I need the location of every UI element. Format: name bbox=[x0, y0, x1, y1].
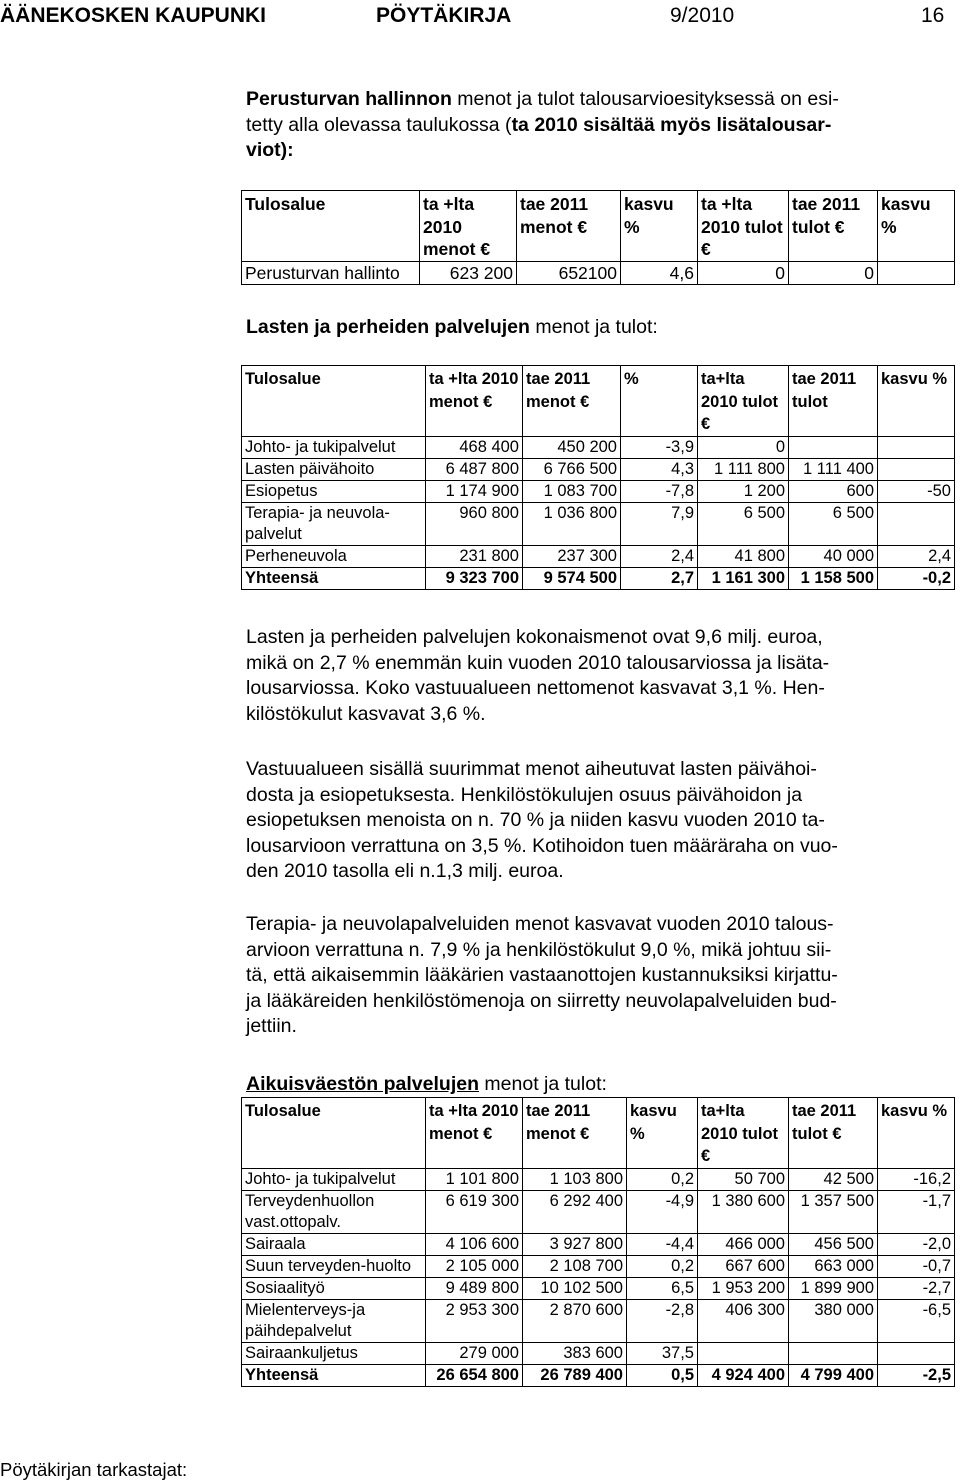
table-aikuiset bbox=[241, 1097, 955, 1387]
table-row bbox=[242, 545, 955, 567]
column-header: tae 2011 menot € bbox=[517, 191, 621, 262]
table-cell: 663 000 bbox=[789, 1255, 878, 1277]
column-header: tae 2011 menot € bbox=[523, 1098, 627, 1169]
paragraph-line: dosta ja esiopetuksesta. Henkilöstökulujen osuus päivähoidon ja bbox=[246, 783, 803, 806]
table-cell: 41 800 bbox=[698, 545, 789, 567]
table-cell: 1 380 600 bbox=[698, 1190, 789, 1233]
table-cell: 1 158 500 bbox=[789, 567, 878, 589]
table-header-row bbox=[242, 366, 955, 437]
row-label: Esiopetus bbox=[242, 480, 426, 502]
table-cell: 2 105 000 bbox=[426, 1255, 523, 1277]
column-header: ta +lta 2010 menot € bbox=[420, 191, 517, 262]
table-row bbox=[242, 1342, 955, 1364]
total-row bbox=[242, 1364, 955, 1386]
table-cell: 1 103 800 bbox=[523, 1168, 627, 1190]
paragraph-line: lousarvioon verrattuna on 3,5 %. Kotihoidon tuen määräraha on vuo- bbox=[246, 834, 838, 857]
table-cell: 2,7 bbox=[621, 567, 698, 589]
table-cell: -0,2 bbox=[878, 567, 955, 589]
table-cell: 26 789 400 bbox=[523, 1364, 627, 1386]
table-cell: 383 600 bbox=[523, 1342, 627, 1364]
column-header: ta +lta 2010 menot € bbox=[426, 366, 523, 437]
paragraph-line: Vastuualueen sisällä suurimmat menot aiheutuvat lasten päivähoi- bbox=[246, 758, 817, 780]
table-cell: 450 200 bbox=[523, 436, 621, 458]
table-cell: 0 bbox=[698, 261, 789, 285]
table-cell: 1 899 900 bbox=[789, 1277, 878, 1299]
table-cell: -0,7 bbox=[878, 1255, 955, 1277]
table-cell: 6,5 bbox=[627, 1277, 698, 1299]
paragraph-3 bbox=[246, 912, 936, 1040]
table-cell: 0,5 bbox=[627, 1364, 698, 1386]
table-cell: 1 101 800 bbox=[426, 1168, 523, 1190]
table-header-row bbox=[242, 191, 955, 262]
table-cell: -3,9 bbox=[621, 436, 698, 458]
table-cell: 4,6 bbox=[621, 261, 698, 285]
table-cell: 4 799 400 bbox=[789, 1364, 878, 1386]
table-cell: 9 574 500 bbox=[523, 567, 621, 589]
table-cell bbox=[698, 1342, 789, 1364]
table-cell: 2 108 700 bbox=[523, 1255, 627, 1277]
paragraph-line: arvioon verrattuna n. 7,9 % ja henkilöstökulut 9,0 %, mikä johtuu sii- bbox=[246, 938, 832, 961]
table-cell: 406 300 bbox=[698, 1299, 789, 1342]
table-cell: 0 bbox=[789, 261, 878, 285]
paragraph-line: Lasten ja perheiden palvelujen kokonaismenot ovat 9,6 milj. euroa, bbox=[246, 626, 823, 648]
page-number: 16 bbox=[921, 4, 945, 27]
paragraph-line: mikä on 2,7 % enemmän kuin vuoden 2010 talousarviossa ja lisäta- bbox=[246, 651, 830, 674]
section-aikuiset-bold: Aikuisväestön palvelujen bbox=[246, 1073, 480, 1095]
document-type: PÖYTÄKIRJA bbox=[376, 4, 512, 27]
table-cell bbox=[878, 502, 955, 545]
table-cell: -16,2 bbox=[878, 1168, 955, 1190]
column-header: Tulosalue bbox=[242, 366, 426, 437]
table-row bbox=[242, 458, 955, 480]
table-perusturva bbox=[241, 190, 955, 285]
section-lapset bbox=[246, 316, 658, 339]
table-cell: 40 000 bbox=[789, 545, 878, 567]
table-cell: 0 bbox=[698, 436, 789, 458]
column-header: kasvu % bbox=[627, 1098, 698, 1169]
column-header: % bbox=[621, 366, 698, 437]
table-cell: 667 600 bbox=[698, 1255, 789, 1277]
table-cell: 6 619 300 bbox=[426, 1190, 523, 1233]
paragraph-line: tä, että aikaisemmin lääkärien vastaanottojen kustannuksiksi kirjattu- bbox=[246, 964, 838, 986]
column-header: kasvu % bbox=[878, 1098, 955, 1169]
paragraph-line: lousarviossa. Koko vastuualueen nettomenot kasvavat 3,1 %. Hen- bbox=[246, 677, 825, 699]
paragraph-line: ja lääkäreiden henkilöstömenoja on siirretty neuvolapalveluiden bud- bbox=[246, 989, 837, 1012]
section-aikuiset bbox=[246, 1073, 607, 1096]
intro-line2a: tetty alla olevassa taulukossa ( bbox=[246, 113, 512, 136]
row-label: Sairaankuljetus bbox=[242, 1342, 426, 1364]
section-lapset-rest: menot ja tulot: bbox=[529, 316, 658, 338]
column-header: Tulosalue bbox=[242, 1098, 426, 1169]
paragraph-line: Terapia- ja neuvolapalveluiden menot kasvavat vuoden 2010 talous- bbox=[246, 913, 834, 935]
table-cell bbox=[878, 436, 955, 458]
table-cell: 652100 bbox=[517, 261, 621, 285]
table-cell bbox=[789, 436, 878, 458]
table-cell: 1 357 500 bbox=[789, 1190, 878, 1233]
table-cell: 6 500 bbox=[789, 502, 878, 545]
column-header: tae 2011 menot € bbox=[523, 366, 621, 437]
table-cell: 4,3 bbox=[621, 458, 698, 480]
table-cell: 1 111 800 bbox=[698, 458, 789, 480]
table-cell: 9 323 700 bbox=[426, 567, 523, 589]
table-cell: -50 bbox=[878, 480, 955, 502]
table-cell: 1 953 200 bbox=[698, 1277, 789, 1299]
table-row bbox=[242, 1255, 955, 1277]
column-header: kasvu % bbox=[621, 191, 698, 262]
table-cell: 1 200 bbox=[698, 480, 789, 502]
table-row bbox=[242, 502, 955, 545]
table-cell: -2,8 bbox=[627, 1299, 698, 1342]
table-row bbox=[242, 1190, 955, 1233]
table-cell: -2,5 bbox=[878, 1364, 955, 1386]
table-cell: 1 161 300 bbox=[698, 567, 789, 589]
table-header-row bbox=[242, 1098, 955, 1169]
table-row bbox=[242, 1277, 955, 1299]
column-header: ta +lta 2010 menot € bbox=[426, 1098, 523, 1169]
table-cell bbox=[878, 458, 955, 480]
row-label: Johto- ja tukipalvelut bbox=[242, 1168, 426, 1190]
meeting-number: 9/2010 bbox=[670, 4, 735, 27]
page-header bbox=[0, 4, 960, 26]
table-cell: 1 083 700 bbox=[523, 480, 621, 502]
intro-rest: menot ja tulot talousarvioesityksessä on esi- bbox=[451, 88, 839, 110]
row-label: Sosiaalityö bbox=[242, 1277, 426, 1299]
paragraph-2 bbox=[246, 757, 936, 885]
table-cell: -7,8 bbox=[621, 480, 698, 502]
table-cell: 960 800 bbox=[426, 502, 523, 545]
table-cell: 237 300 bbox=[523, 545, 621, 567]
row-label: Perheneuvola bbox=[242, 545, 426, 567]
column-header: kasvu % bbox=[878, 366, 955, 437]
table-cell: 4 924 400 bbox=[698, 1364, 789, 1386]
row-label: Mielenterveys-ja päihdepalvelut bbox=[242, 1299, 426, 1342]
table-cell bbox=[878, 261, 955, 285]
table-row bbox=[242, 261, 955, 285]
row-label: Terapia- ja neuvola-palvelut bbox=[242, 502, 426, 545]
table-cell: 26 654 800 bbox=[426, 1364, 523, 1386]
row-label: Perusturvan hallinto bbox=[242, 261, 420, 285]
row-label: Yhteensä bbox=[242, 567, 426, 589]
footer-signatures: Pöytäkirjan tarkastajat: bbox=[0, 1459, 188, 1480]
table-cell: 623 200 bbox=[420, 261, 517, 285]
table-cell: 6 487 800 bbox=[426, 458, 523, 480]
column-header: Tulosalue bbox=[242, 191, 420, 262]
paragraph-line: kilöstökulut kasvavat 3,6 %. bbox=[246, 702, 486, 725]
paragraph-line: esiopetuksen menoista on n. 70 % ja niiden kasvu vuoden 2010 ta- bbox=[246, 809, 825, 831]
paragraph-1 bbox=[246, 625, 936, 727]
table-cell: 6 500 bbox=[698, 502, 789, 545]
table-cell: 1 111 400 bbox=[789, 458, 878, 480]
row-label: Yhteensä bbox=[242, 1364, 426, 1386]
table-cell: 6 766 500 bbox=[523, 458, 621, 480]
table-cell: 3 927 800 bbox=[523, 1233, 627, 1255]
paragraph-line: jettiin. bbox=[246, 1015, 297, 1037]
table-cell: 2 870 600 bbox=[523, 1299, 627, 1342]
table-row bbox=[242, 480, 955, 502]
table-row bbox=[242, 1168, 955, 1190]
table-cell: 468 400 bbox=[426, 436, 523, 458]
column-header: tae 2011 tulot bbox=[789, 366, 878, 437]
table-cell: 0,2 bbox=[627, 1255, 698, 1277]
table-cell bbox=[789, 1342, 878, 1364]
org-name: ÄÄNEKOSKEN KAUPUNKI bbox=[0, 4, 267, 27]
table-cell: 456 500 bbox=[789, 1233, 878, 1255]
table-cell: -2,0 bbox=[878, 1233, 955, 1255]
section-lapset-bold: Lasten ja perheiden palvelujen bbox=[246, 316, 530, 338]
table-cell: -2,7 bbox=[878, 1277, 955, 1299]
intro-line3: viot): bbox=[246, 139, 294, 161]
column-header: tae 2011 tulot € bbox=[789, 1098, 878, 1169]
column-header: kasvu % bbox=[878, 191, 955, 262]
row-label: Terveydenhuollon vast.ottopalv. bbox=[242, 1190, 426, 1233]
row-label: Lasten päivähoito bbox=[242, 458, 426, 480]
table-row bbox=[242, 1233, 955, 1255]
table-row bbox=[242, 1299, 955, 1342]
intro-line2b: ta 2010 sisältää myös lisätalousar- bbox=[511, 113, 832, 136]
table-cell: 6 292 400 bbox=[523, 1190, 627, 1233]
table-cell: 10 102 500 bbox=[523, 1277, 627, 1299]
table-cell: 4 106 600 bbox=[426, 1233, 523, 1255]
row-label: Johto- ja tukipalvelut bbox=[242, 436, 426, 458]
table-cell: 2 953 300 bbox=[426, 1299, 523, 1342]
table-cell: 279 000 bbox=[426, 1342, 523, 1364]
total-row bbox=[242, 567, 955, 589]
table-cell: -1,7 bbox=[878, 1190, 955, 1233]
column-header: ta +lta 2010 tulot € bbox=[698, 191, 789, 262]
table-cell: -4,9 bbox=[627, 1190, 698, 1233]
table-cell: 380 000 bbox=[789, 1299, 878, 1342]
table-cell: 2,4 bbox=[878, 545, 955, 567]
column-header: ta+lta 2010 tulot € bbox=[698, 1098, 789, 1169]
table-cell: -6,5 bbox=[878, 1299, 955, 1342]
table-cell: 42 500 bbox=[789, 1168, 878, 1190]
table-cell: 466 000 bbox=[698, 1233, 789, 1255]
table-cell: 231 800 bbox=[426, 545, 523, 567]
table-cell: 1 174 900 bbox=[426, 480, 523, 502]
table-cell: 37,5 bbox=[627, 1342, 698, 1364]
intro-paragraph bbox=[246, 87, 936, 164]
table-cell: 50 700 bbox=[698, 1168, 789, 1190]
intro-bold: Perusturvan hallinnon bbox=[246, 88, 452, 110]
table-cell: -4,4 bbox=[627, 1233, 698, 1255]
row-label: Sairaala bbox=[242, 1233, 426, 1255]
table-cell: 2,4 bbox=[621, 545, 698, 567]
table-row bbox=[242, 436, 955, 458]
table-cell: 0,2 bbox=[627, 1168, 698, 1190]
table-cell: 7,9 bbox=[621, 502, 698, 545]
table-cell: 9 489 800 bbox=[426, 1277, 523, 1299]
column-header: tae 2011 tulot € bbox=[789, 191, 878, 262]
table-cell bbox=[878, 1342, 955, 1364]
table-lapset bbox=[241, 365, 955, 590]
paragraph-line: den 2010 tasolla eli n.1,3 milj. euroa. bbox=[246, 860, 564, 882]
row-label: Suun terveyden-huolto bbox=[242, 1255, 426, 1277]
column-header: ta+lta 2010 tulot € bbox=[698, 366, 789, 437]
table-cell: 600 bbox=[789, 480, 878, 502]
table-cell: 1 036 800 bbox=[523, 502, 621, 545]
section-aikuiset-rest: menot ja tulot: bbox=[479, 1073, 607, 1095]
